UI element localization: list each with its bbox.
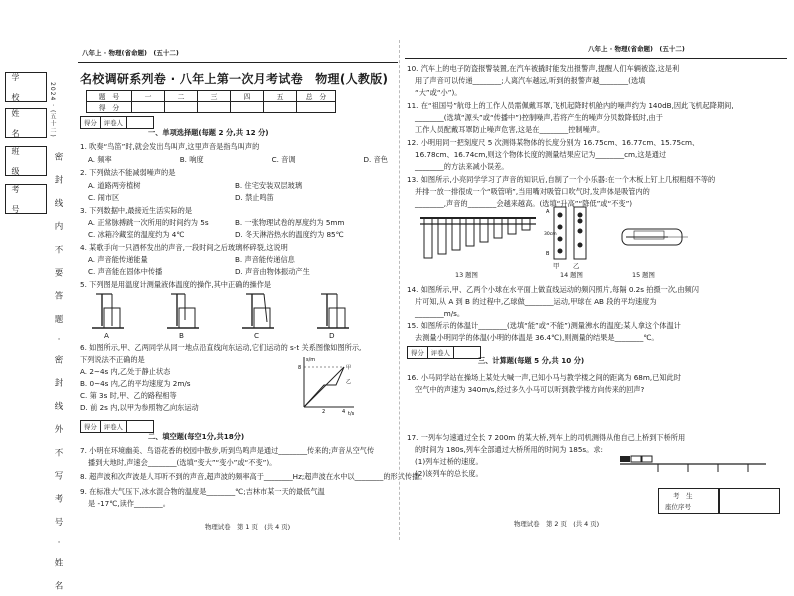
right-footer: 物理试卷 第 2 页 (共 4 页) [514, 520, 600, 528]
right-header-rule [405, 58, 787, 59]
q14: 14. 如图所示,甲、乙两个小球在水平面上做直线运动的频闪照片,每隔 0.2s 拍摄一次,由频闪 [407, 285, 699, 294]
fig15-thermometer [620, 225, 690, 251]
fig14-jia: 甲 [553, 262, 560, 270]
q16: 16. 小马同学站在操场上某处大喊一声,已知小马与教学楼之间的距离为 68m,已知此时 [407, 373, 681, 382]
graph-tick-x2: 2 [322, 409, 326, 415]
q5-thermometer-figures [90, 290, 380, 340]
svg-text:A: A [546, 209, 550, 215]
graph-yi-label: 乙 [346, 379, 352, 385]
side-binding-notice: 密 封 线 内 不 要 答 题 · 密 封 线 外 不 写 考 号 · 姓 名 [53, 152, 63, 596]
left-header-rule [78, 62, 398, 63]
fig14-yi: 乙 [573, 262, 580, 270]
q3: 3. 下列数据中,最接近生活实际的是 [80, 206, 193, 215]
q1: 1. 吹奏“鸟笛”时,就会发出鸟叫声,这里声音是指鸟叫声的 [80, 142, 260, 151]
q12: 12. 小明用同一把刻度尺 5 次测得某物体的长度分别为 16.75cm、16.77cm、15.75cm、 [407, 138, 700, 147]
q13: 13. 如图所示,小亮同学学习了声音的知识后,自制了一个小乐器:在一个木板上钉上几根粗细不等的 [407, 175, 716, 184]
svg-text:30cm: 30cm [544, 232, 557, 237]
right-header: 八年上 · 物理(省命题) (五十二) [588, 45, 685, 53]
fig13-label: 13 题图 [455, 271, 478, 279]
q11: 11. 在“祖国号”航母上的工作人员需佩戴耳罩,飞机起降时机舱内的噪声约为 140dB,因此飞机起降期间, [407, 101, 734, 110]
thermometer-figure-c [242, 294, 274, 328]
q4: 4. 某歌手向一只酒杯发出的声音,一段时间之后玻璃杯碎裂,这说明 [80, 243, 288, 252]
thermometer-figure-a [92, 294, 124, 328]
section2-title: 二、填空题(每空1分,共18分) [148, 432, 245, 441]
grader-box-3: 得分 评卷人 [407, 346, 481, 359]
grader-box: 得分 评卷人 [80, 116, 154, 129]
q9: 9. 在标准大气压下,冰水混合物的温度是________℃;吉林市某一天的最低气温 [80, 487, 325, 496]
exam-seat-input[interactable] [718, 488, 780, 514]
graph-tick-y8: 8 [298, 365, 302, 371]
fig13-pipes [418, 210, 538, 260]
q8: 8. 超声波和次声波是人耳听不到的声音,超声波的频率高于________Hz;超声波在水中以________的形式传播。 [80, 472, 427, 481]
graph-y-label: s/m [306, 357, 316, 363]
q5: 5. 下列图是用温度计测量液体温度的操作,其中正确的操作是 [80, 280, 272, 289]
q17: 17. 一列车匀速通过全长 7 200m 的某大桥,列车上的司机测得从他自己上桥到下桥所用 [407, 433, 686, 442]
section1-title: 一、单项选择题(每题 2 分,共 12 分) [148, 128, 269, 137]
graph-tick-x4: 4 [342, 409, 346, 415]
q15: 15. 如图所示的体温计________(选填“能”或“不能”)测量沸水的温度;某人拿这个体温计 [407, 321, 681, 330]
q2: 2. 下列做法不能减弱噪声的是 [80, 168, 176, 177]
left-footer: 物理试卷 第 1 页 (共 4 页) [205, 523, 291, 531]
fig14-label: 14 题图 [560, 271, 583, 279]
q1-options: A. 频率 B. 响度 C. 音调 D. 音色 [88, 155, 388, 164]
side-code: 2024 · (五十二) [49, 82, 56, 138]
train-bridge-figure [618, 452, 768, 474]
svg-text:B: B [546, 251, 550, 257]
q7: 7. 小明在环境幽美、鸟语花香的校园中散步,听到鸟鸣声是通过________传来的;声音从空气传 [80, 446, 375, 455]
grader-box-2: 得分 评卷人 [80, 420, 154, 433]
side-field-class: 班 级 [5, 146, 47, 176]
page-divider [399, 40, 400, 540]
side-field-name: 姓 名 [5, 108, 47, 138]
fig15-label: 15 题图 [632, 271, 655, 279]
fig14-flash-photo [544, 205, 600, 265]
graph-jia-label: 甲 [346, 365, 352, 371]
page-title: 名校调研系列卷 · 八年上第一次月考试卷 物理(人教版) [80, 72, 389, 86]
section3-title: 三、计算题(每题 5 分,共 10 分) [478, 356, 585, 365]
q10: 10. 汽车上的电子防盗报警装置,在汽车被撬时能发出报警声,提醒人们车辆被盗,这是利 [407, 64, 680, 73]
side-field-school: 学 校 [5, 72, 47, 102]
q6: 6. 如图所示,甲、乙两同学从同一地点沿直线向东运动,它们运动的 s-t 关系图像如图所示, [80, 343, 362, 352]
side-field-number: 考 号 [5, 184, 47, 214]
thermometer-figure-d [317, 294, 349, 328]
thermometer-figure-b [167, 294, 199, 328]
left-header: 八年上 · 物理(省命题) (五十二) [82, 49, 179, 57]
score-table: 题 号 一 二 三 四 五 总 分 得 分 [86, 90, 336, 113]
st-graph [296, 355, 356, 415]
exam-seat-box: 考 生 座位序号 [658, 488, 720, 514]
graph-x-label: t/s [348, 411, 355, 417]
